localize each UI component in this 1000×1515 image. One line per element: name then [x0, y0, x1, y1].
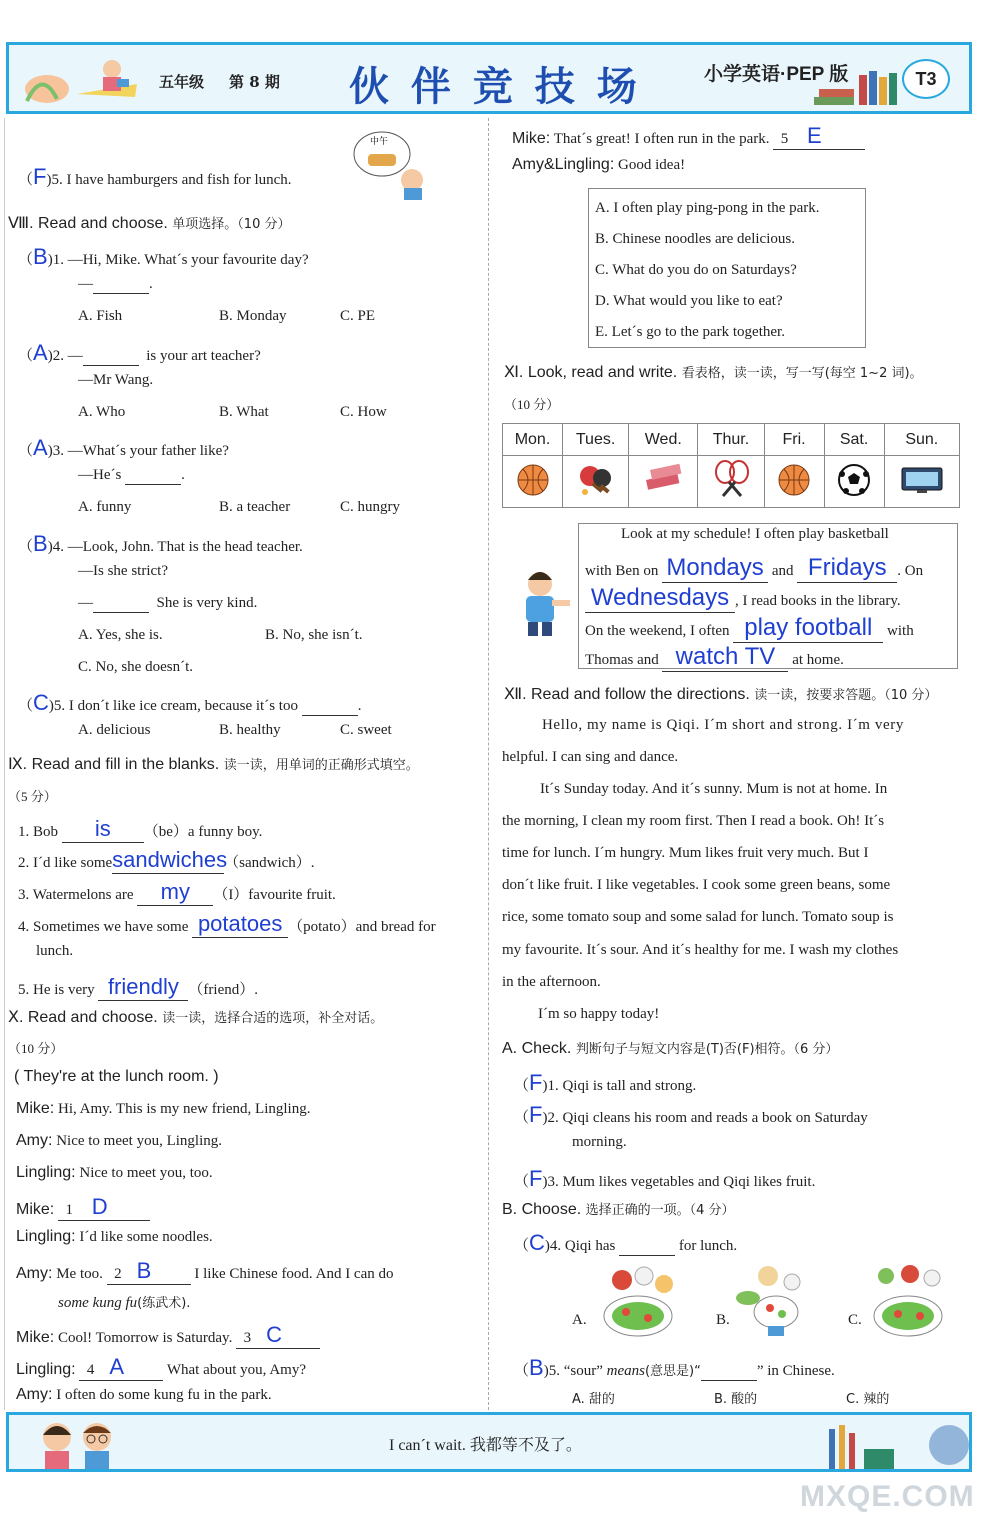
column-divider: [488, 118, 489, 1410]
s8-q4-reply: —Is she strict?: [78, 563, 168, 579]
s8-q1-option-a: A. Fish: [78, 308, 123, 324]
passage-line-3: Wednesdays , I read books in the library.: [585, 584, 901, 613]
q5-option-c: C. 辣的: [846, 1392, 890, 1407]
cell-tue: [563, 456, 629, 508]
day-sun: Sun.: [884, 424, 959, 456]
s8-q2-option-c: C. How: [340, 404, 387, 420]
s10-line-2: Amy: Nice to meet you, Lingling.: [16, 1132, 223, 1149]
schedule-table: [502, 423, 960, 508]
s10-options-box: [588, 188, 866, 348]
s10-line-10: Amy: I often do some kung fu in the park.: [16, 1386, 272, 1403]
cell-thu: [698, 456, 764, 508]
page-footer: [6, 1412, 972, 1472]
s8-question-4: （B)4. —Look, John. That is the head teacher.: [18, 531, 303, 556]
section-8-heading: Ⅷ. Read and choose. 单项选择。（10 分）: [8, 215, 291, 232]
qiqi-line-7: rice, some tomato soup and some salad for lunch. Tomato soup is: [502, 909, 894, 925]
ping-pong-icon: [576, 462, 616, 498]
passage-line-1: Look at my schedule! I often play basketball: [621, 526, 889, 542]
section-10-points: （10 分）: [8, 1041, 64, 1056]
cell-fri: [764, 456, 824, 508]
two-kids-icon: [35, 1417, 125, 1471]
s8-q3-option-c: C. hungry: [340, 499, 400, 515]
tennis-icon: [711, 460, 751, 500]
s10-line-12: Amy&Lingling: Good idea!: [512, 156, 686, 173]
reading-girl-illustration: [17, 49, 147, 109]
q5-option-b: B. 酸的: [714, 1392, 758, 1407]
s10-line-1: Mike: Hi, Amy. This is my new friend, Lingling.: [16, 1100, 311, 1117]
qiqi-line-5: time for lunch. I´m hungry. Mum likes fruit very much. But I: [502, 845, 869, 861]
qiqi-line-2: helpful. I can sing and dance.: [502, 749, 679, 765]
cell-sun: [884, 456, 959, 508]
prev-question-5: （F)5. I have hamburgers and fish for lunch.: [18, 164, 292, 189]
left-margin-rule: [4, 118, 5, 1410]
s9-item-4-cont: lunch.: [36, 943, 74, 959]
option-c: C. What do you do on Saturdays?: [595, 262, 797, 278]
part-b-question-5: （B)5. “sour” means(意思是)“ ” in Chinese.: [514, 1355, 835, 1380]
option-e: E. Let´s go to the park together.: [595, 324, 785, 340]
s8-question-1: （B)1. —Hi, Mike. What´s your favourite day?: [18, 244, 309, 269]
bubble-label: 中午: [370, 137, 389, 147]
grade-label: 五年级: [159, 73, 205, 91]
meal-picture-b: [728, 1262, 820, 1342]
s8-q1-option-c: C. PE: [340, 308, 376, 324]
qiqi-line-4: the morning, I clean my room first. Then I read a book. Oh! It´s: [502, 813, 885, 829]
q4-label-c: C.: [848, 1312, 862, 1328]
s8-q2-option-a: A. Who: [78, 404, 126, 420]
s9-item-2: 2. I´d like somesandwiches（sandwich）.: [18, 847, 315, 872]
q4-label-a: A.: [572, 1312, 587, 1328]
basketball-icon: [776, 462, 812, 498]
s10-line-6: Amy: Me too. 2 B I like Chinese food. And I can do: [16, 1258, 394, 1283]
day-tue: Tues.: [563, 424, 629, 456]
meal-picture-a: [592, 1262, 684, 1342]
cell-sat: [824, 456, 884, 508]
part-b-heading: B. Choose. 选择正确的一项。（4 分）: [502, 1201, 735, 1218]
part-a-item-1: （F)1. Qiqi is tall and strong.: [514, 1070, 697, 1095]
part-a-item-2: （F)2. Qiqi cleans his room and reads a book on Saturday: [514, 1102, 868, 1127]
s8-q1-reply: — .: [78, 276, 153, 292]
s10-scene-note: ( They're at the lunch room. ): [14, 1068, 219, 1085]
section-12-heading: Ⅻ. Read and follow the directions. 读一读，按要求答题。（10 分）: [504, 686, 938, 703]
lunch-thought-bubble-icon: [352, 128, 434, 200]
s10-line-7: some kung fu(练武术).: [58, 1295, 191, 1311]
part-b-question-4: （C)4. Qiqi has for lunch.: [514, 1230, 738, 1255]
s10-line-11: Mike: That´s great! I often run in the park. 5 E: [512, 123, 865, 150]
s8-q4-reply-2: — She is very kind.: [78, 595, 258, 611]
day-thu: Thur.: [698, 424, 764, 456]
s8-q5-option-b: B. healthy: [219, 722, 281, 738]
s8-q4-option-c: C. No, she doesn´t.: [78, 659, 193, 675]
option-a: A. I often play ping-pong in the park.: [595, 200, 820, 216]
s8-question-5: （C)5. I don´t like ice cream, because it´s too .: [18, 690, 362, 715]
s8-q3-option-a: A. funny: [78, 499, 132, 515]
option-b: B. Chinese noodles are delicious.: [595, 231, 795, 247]
day-fri: Fri.: [764, 424, 824, 456]
part-a-item-2-cont: morning.: [572, 1134, 627, 1150]
qiqi-line-1: Hello, my name is Qiqi. I´m short and strong. I´m very: [542, 717, 904, 733]
q4-label-b: B.: [716, 1312, 730, 1328]
s8-q1-option-b: B. Monday: [219, 308, 287, 324]
s10-line-3: Lingling: Nice to meet you, too.: [16, 1164, 213, 1181]
s8-question-3: （A)3. —What´s your father like?: [18, 435, 229, 460]
day-mon: Mon.: [503, 424, 563, 456]
qiqi-line-3: It´s Sunday today. And it´s sunny. Mum is not at home. In: [540, 781, 888, 797]
s8-question-2: （A)2. — is your art teacher?: [18, 340, 261, 365]
passage-line-4: On the weekend, I often play football with: [585, 614, 914, 641]
s8-q4-option-a: A. Yes, she is.: [78, 627, 163, 643]
footer-text: I can´t wait. 我都等不及了。: [389, 1437, 582, 1454]
part-a-heading: A. Check. 判断句子与短文内容是(T)否(F)相符。（6 分）: [502, 1040, 839, 1057]
day-sat: Sat.: [824, 424, 884, 456]
section-9-heading: Ⅸ. Read and fill in the blanks. 读一读，用单词的正确形式填空。: [8, 756, 419, 773]
s8-q3-reply: —He´s .: [78, 467, 185, 483]
schedule-passage-box: [578, 523, 958, 669]
answer-mark: F: [33, 164, 47, 189]
s9-item-1: 1. Bob is （be）a funny boy.: [18, 816, 263, 841]
page-title: 伙 伴 竞 技 场: [349, 64, 641, 110]
qiqi-line-6: don´t like fruit. I like vegetables. I cook some green beans, some: [502, 877, 891, 893]
day-wed: Wed.: [629, 424, 698, 456]
watermark: MXQE.COM: [800, 1480, 975, 1513]
s8-q3-option-b: B. a teacher: [219, 499, 291, 515]
cell-wed: [629, 456, 698, 508]
part-a-item-3: （F)3. Mum likes vegetables and Qiqi likes fruit.: [514, 1166, 816, 1191]
s10-line-4: Mike: 1 D: [16, 1194, 150, 1221]
s8-q2-reply: —Mr Wang.: [78, 372, 154, 388]
issue-label: 第 8 期: [229, 73, 280, 91]
passage-line-5: Thomas and watch TV at home.: [585, 643, 844, 670]
s9-item-5: 5. He is very friendly （friend）.: [18, 974, 258, 999]
boy-pointing-icon: [510, 566, 576, 638]
s10-line-5: Lingling: I´d like some noodles.: [16, 1228, 213, 1245]
s8-q4-option-b: B. No, she isn´t.: [265, 627, 363, 643]
meal-picture-c: [862, 1262, 954, 1342]
pens-and-logo-icon: [819, 1419, 969, 1473]
s9-item-3: 3. Watermelons are my （I）favourite fruit.: [18, 879, 336, 904]
s10-line-9: Lingling: 4 A What about you, Amy?: [16, 1354, 306, 1379]
section-11-points: （10 分）: [504, 397, 560, 412]
books-icon: [642, 462, 684, 498]
qiqi-line-10: I´m so happy today!: [538, 1006, 660, 1022]
section-9-points: （5 分）: [8, 789, 57, 804]
s8-q2-option-b: B. What: [219, 404, 269, 420]
page-header: [6, 42, 972, 114]
basketball-icon: [515, 462, 551, 498]
s9-item-4: 4. Sometimes we have some potatoes （potato）and bread for: [18, 911, 436, 936]
section-10-heading: Ⅹ. Read and choose. 读一读，选择合适的选项，补全对话。: [8, 1009, 384, 1026]
section-11-heading: Ⅺ. Look, read and write. 看表格，读一读，写一写(每空 1~2 词)。: [504, 364, 923, 381]
s8-q5-option-a: A. delicious: [78, 722, 151, 738]
q5-option-a: A. 甜的: [572, 1392, 615, 1407]
books-shelf-icon: [809, 67, 904, 111]
page-tag-badge: T3: [902, 59, 950, 99]
s10-line-8: Mike: Cool! Tomorrow is Saturday. 3 C: [16, 1322, 320, 1349]
qiqi-line-8: my favourite. It´s sour. And it´s healthy for me. I wash my clothes: [502, 942, 899, 958]
option-d: D. What would you like to eat?: [595, 293, 783, 309]
cell-mon: [503, 456, 563, 508]
passage-line-2: with Ben on Mondays and Fridays . On: [585, 554, 924, 581]
s8-q5-option-c: C. sweet: [340, 722, 392, 738]
qiqi-line-9: in the afternoon.: [502, 974, 601, 990]
tv-icon: [899, 465, 945, 495]
football-icon: [836, 462, 872, 498]
edition-label: 小学英语·PEP 版: [704, 64, 849, 85]
